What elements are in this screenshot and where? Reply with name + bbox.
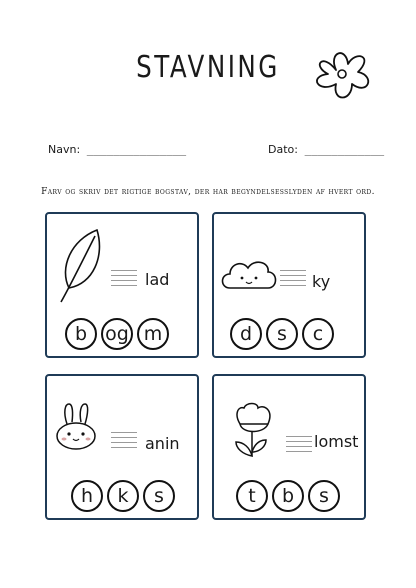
bunny-icon [55, 402, 97, 452]
name-field[interactable] [48, 143, 186, 156]
name-blank: _______________ [86, 143, 187, 156]
card-bunny [45, 374, 199, 520]
letter-option[interactable]: b [65, 318, 97, 350]
tulip-icon [228, 402, 280, 458]
name-label: Navn: [48, 143, 81, 156]
answer-lines[interactable] [280, 270, 306, 290]
date-blank: ____________ [304, 143, 385, 156]
answer-lines[interactable] [111, 432, 137, 452]
letter-options [65, 318, 169, 350]
card-leaf [45, 212, 199, 358]
letter-options [71, 480, 175, 512]
letter-option[interactable]: s [266, 318, 298, 350]
letter-option[interactable]: k [107, 480, 139, 512]
cloud-icon [220, 258, 278, 292]
answer-lines[interactable] [286, 436, 312, 456]
date-label: Dato: [268, 143, 298, 156]
flower-icon [306, 44, 378, 106]
letter-option[interactable]: b [272, 480, 304, 512]
word-fragment: anin [145, 434, 180, 453]
letter-option[interactable]: s [143, 480, 175, 512]
letter-options [236, 480, 340, 512]
letter-option[interactable]: s [308, 480, 340, 512]
letter-options [230, 318, 334, 350]
answer-lines[interactable] [111, 270, 137, 290]
card-cloud [212, 212, 366, 358]
page-title: STAVNING [136, 50, 280, 85]
letter-option[interactable]: m [137, 318, 169, 350]
date-field[interactable] [268, 143, 384, 156]
word-fragment: lad [145, 270, 170, 289]
letter-option[interactable]: og [101, 318, 133, 350]
word-fragment: ky [312, 272, 331, 291]
letter-option[interactable]: d [230, 318, 262, 350]
letter-option[interactable]: t [236, 480, 268, 512]
leaf-icon [59, 228, 105, 304]
letter-option[interactable]: c [302, 318, 334, 350]
letter-option[interactable]: h [71, 480, 103, 512]
instruction-text: Farv og skriv det rigtige bogstav, der har begyndelsesslyden af hvert ord. [41, 187, 375, 197]
word-fragment: lomst [314, 432, 359, 451]
card-tulip [212, 374, 366, 520]
